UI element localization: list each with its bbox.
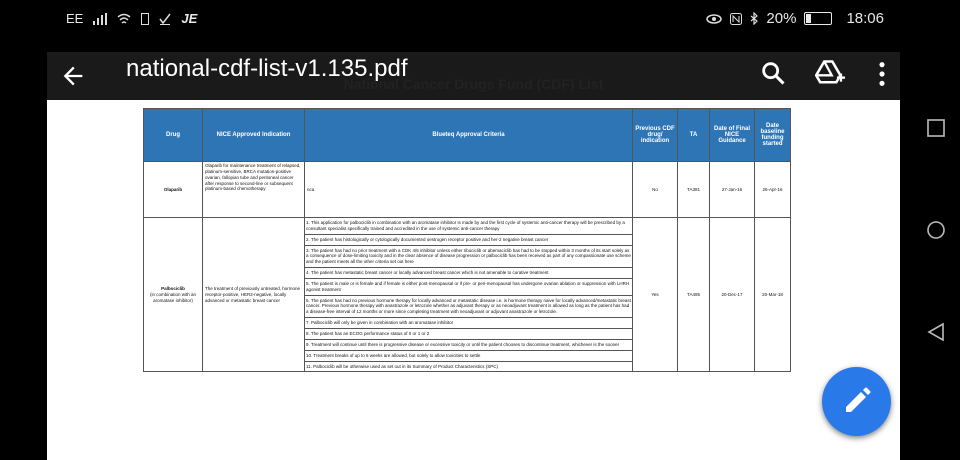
criterion: 9. Treatment will continue until there is progressive disease or excessive toxicity or until the patient chooses to discontinue treatment, whichever is the sooner [305, 340, 632, 351]
battery-icon [804, 12, 832, 25]
previous-cdf-cell: Yes [633, 218, 678, 372]
table-row [144, 162, 791, 218]
document-file-name: national-cdf-list-v1.135.pdf [126, 55, 408, 82]
criterion: 1. This application for palbociclib in combination with an aromatase inhibitor is made by and the first cycle of systemic anti-cancer therapy will be prescribed by a consultant specialist specifically trained and accredited in the use of systemic anti-cancer therapy [305, 218, 632, 235]
indication-cell: Olaparib for maintenance treatment of relapsed, platinum-sensitive, BRCA mutation-positive ovarian, fallopian tube and peritoneal cancer after response to second-line or subsequent platinum-based chemotherapy [203, 162, 305, 218]
criterion: 11. Palbociclib will be otherwise used as set out in its Summary of Product Characteristics (SPC) [306, 363, 498, 369]
drug-cell: Olaparib [144, 162, 203, 218]
criterion: 2. The patient has histologically or cytologically documented oestrogen receptor positive and her-2 negative breast cancer [305, 235, 632, 246]
baseline-date-cell: 20-Mar-18 [755, 218, 791, 372]
criterion: 6. The patient has had no previous hormone therapy for locally advanced or metastatic disease i.e. is hormone therapy naive for locally advanced/metastatic breast cancer. Previous hormone therapy with anastrazole or letrozole whether as adjuvant therapy or as neoadjuvant treatment is allowed as long as the patient has had a disease-free interval of 12 months or more since completing treatment with neoadjuvant or adjuvant anastrazole or letrozole. [305, 296, 632, 319]
criteria-cell [305, 218, 633, 372]
previous-cdf-cell: No [633, 162, 678, 218]
wifi-icon [117, 13, 131, 25]
clock: 18:06 [846, 10, 884, 27]
column-header: TA [678, 109, 710, 162]
ta-cell: TA495 [678, 218, 710, 372]
baseline-date-cell: 26-Apr-16 [755, 162, 791, 218]
cdf-table [143, 108, 791, 372]
criterion: 5. The patient is male or is female and if female is either post-menopausal or if pre- or peri-menopausal has undergone ovarian ablation or suppression with LHRH agonist treatment [305, 279, 632, 296]
check-icon [159, 13, 171, 25]
edit-pencil-icon [822, 367, 891, 436]
indication-cell: The treatment of previously untreated, hormone receptor-positive, HER2-negative, locally advanced or metastatic breast cancer [203, 218, 305, 372]
criterion: 7. Palbociclib will only be given in combination with an aromatase inhibitor [305, 318, 632, 329]
battery-percent: 20% [766, 10, 797, 27]
status-extra: JE [181, 11, 198, 26]
table-row [144, 218, 791, 372]
edit-button[interactable] [822, 367, 891, 436]
document-title: National Cancer Drugs Fund (CDF) List [343, 76, 604, 92]
final-guidance-cell: 27-Jan-16 [710, 162, 755, 218]
column-header: Blueteq Approval Criteria [305, 109, 633, 162]
system-nav-bar [912, 0, 960, 460]
signal-icon [93, 13, 107, 25]
ta-cell: TA381 [678, 162, 710, 218]
final-guidance-cell: 20-Dec-17 [710, 218, 755, 372]
pdf-page[interactable] [47, 76, 900, 460]
bluetooth-icon [750, 12, 758, 25]
eye-icon [706, 14, 722, 24]
back-triangle-icon[interactable] [926, 322, 946, 342]
table-header-row [144, 109, 791, 162]
column-header: Drug [144, 109, 203, 162]
carrier-label: EE [66, 11, 84, 26]
column-header: NICE Approved Indication [203, 109, 305, 162]
column-header: Date of Final NICE Guidance [710, 109, 755, 162]
home-icon[interactable] [926, 220, 946, 240]
status-bar [0, 0, 912, 44]
criterion: 10. Treatment breaks of up to 6 weeks are allowed, but solely to allow toxicities to settle [305, 351, 632, 362]
criterion: 4. The patient has metastatic breast cancer or locally advanced breast cancer which is not amenable to curative treatment [305, 268, 632, 279]
criteria-cell: nca [305, 162, 633, 218]
sim-icon [141, 13, 149, 25]
drug-cell: Palbociclib (in combination with an aromatase inhibitor) [144, 218, 203, 372]
criterion: 3. The patient has had no prior treatment with a CDK 4/6 inhibitor unless either ribociclib or abemaciclib has had to be stopped within 3 months of its start solely as a consequence of dose-limiting toxicity and in the clear absence of disease progression or palbociclib has been received as part of any compassionate use scheme and the patient meets all the other criteria set out here [305, 246, 632, 269]
nfc-icon [730, 13, 742, 25]
column-header: Date baseline funding started [755, 109, 791, 162]
recents-icon[interactable] [926, 118, 946, 138]
column-header: Previous CDF drug/ indication [633, 109, 678, 162]
criterion: 8. The patient has an ECOG performance status of 0 or 1 or 2 [305, 329, 632, 340]
